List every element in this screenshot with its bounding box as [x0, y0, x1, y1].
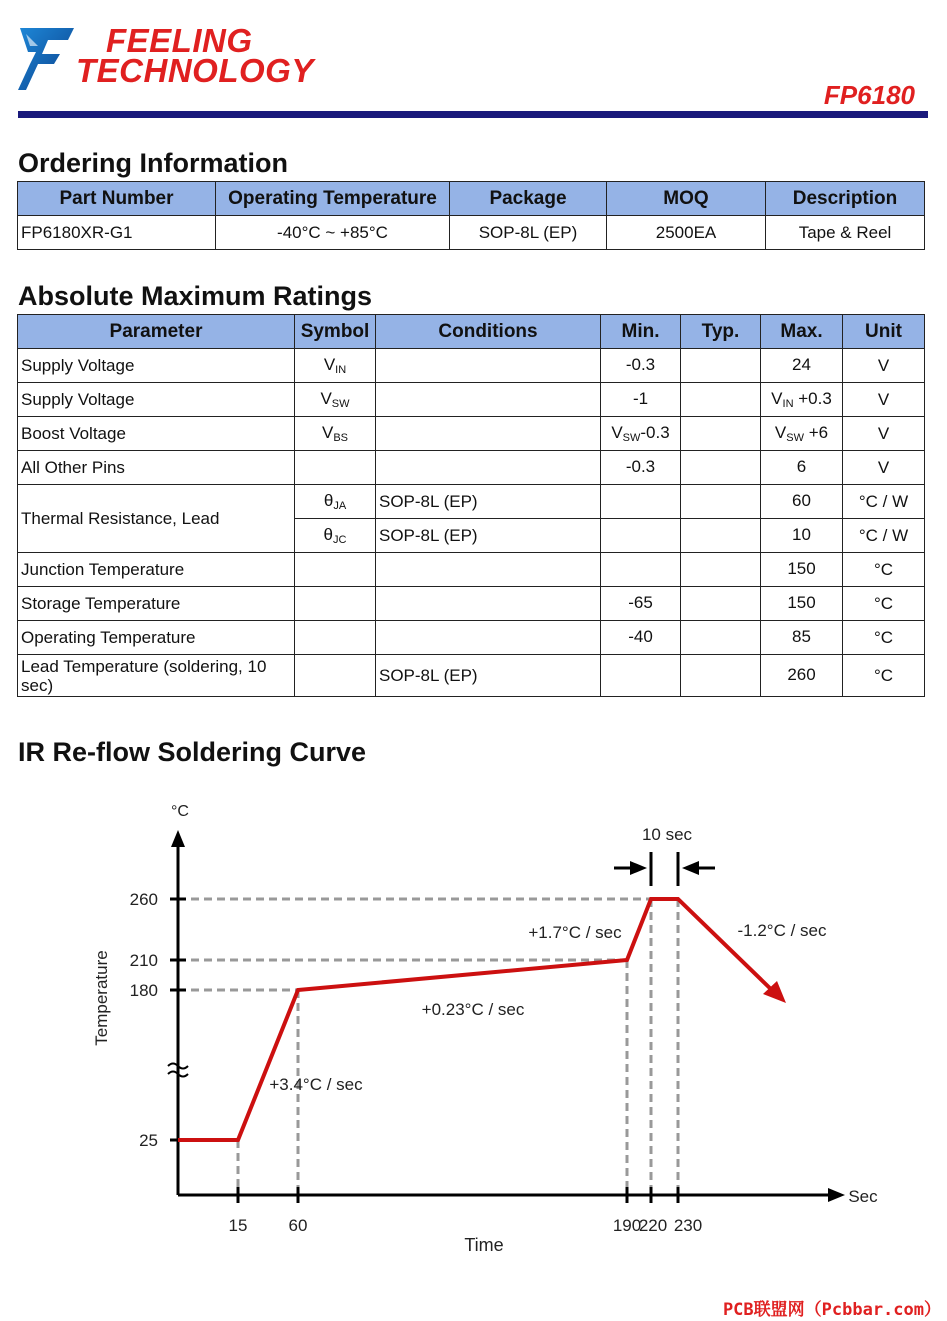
conditions-cell-text: SOP-8L (EP) [379, 525, 478, 545]
min-cell [601, 519, 681, 553]
curve-title: IR Re-flow Soldering Curve [18, 737, 367, 767]
table-row [18, 383, 925, 417]
symbol-cell-subscript: BS [333, 432, 349, 444]
conditions-cell [376, 519, 601, 553]
symbol-cell-subscript: JA [333, 500, 347, 512]
conditions-cell [376, 451, 601, 485]
ordering-header: Part Number [18, 182, 216, 216]
conditions-cell [376, 621, 601, 655]
symbol-cell [295, 621, 376, 655]
x-tick-label: 60 [288, 1216, 308, 1235]
typ-cell [681, 553, 761, 587]
max-cell [761, 587, 843, 621]
param-cell [18, 621, 295, 655]
param-cell-text: Supply Voltage [21, 389, 135, 409]
symbol-cell [295, 383, 376, 417]
ratings-header: Max. [761, 315, 843, 349]
min-cell [601, 417, 681, 451]
reflow-profile-line [178, 899, 778, 1140]
min-cell [601, 655, 681, 697]
reflow-chart [0, 790, 947, 1310]
typ-cell [681, 519, 761, 553]
conditions-cell [376, 383, 601, 417]
param-cell [18, 553, 295, 587]
param-cell-text: Supply Voltage [21, 355, 135, 375]
ordering-header: Description [766, 182, 925, 216]
unit-cell-text: V [877, 457, 890, 477]
max-cell [761, 655, 843, 697]
unit-cell-text: V [877, 389, 890, 409]
symbol-cell-text: V [321, 423, 334, 442]
param-cell-text: Boost Voltage [21, 423, 126, 443]
max-cell-text: 150 [787, 559, 816, 578]
max-cell [761, 451, 843, 485]
symbol-cell-text: V [320, 389, 332, 408]
symbol-cell-text: V [323, 355, 336, 374]
table-row [18, 485, 925, 519]
ordering-cell: SOP-8L (EP) [450, 216, 607, 250]
symbol-cell [295, 655, 376, 697]
conditions-cell [376, 553, 601, 587]
max-cell-suffix: +6 [803, 423, 829, 442]
param-cell [18, 349, 295, 383]
typ-cell [681, 621, 761, 655]
unit-cell-text: °C [873, 593, 894, 613]
min-cell-text: -65 [628, 593, 653, 612]
max-cell-text: 85 [792, 627, 811, 646]
min-cell-text: V [611, 423, 623, 442]
param-cell [18, 485, 295, 553]
min-cell [601, 349, 681, 383]
ordering-header-row [18, 182, 925, 216]
unit-cell [843, 485, 925, 519]
param-cell [18, 383, 295, 417]
ratings-body [18, 349, 925, 697]
ratings-title: Absolute Maximum Ratings [18, 281, 373, 311]
peak-duration-label: 10 sec [641, 825, 693, 844]
max-cell-text: V [771, 389, 783, 408]
max-cell [761, 621, 843, 655]
unit-cell-text: V [877, 355, 890, 375]
max-cell [761, 553, 843, 587]
symbol-cell-text: θ [323, 525, 333, 544]
param-cell-text: Thermal Resistance, Lead [21, 508, 220, 528]
ordering-title: Ordering Information [18, 148, 288, 178]
x-unit-label: Sec [848, 1187, 878, 1206]
table-row [18, 587, 925, 621]
ratings-header: Unit [843, 315, 925, 349]
table-row [18, 451, 925, 485]
ratings-header: Typ. [681, 315, 761, 349]
symbol-cell-subscript: JC [333, 534, 347, 546]
param-cell-text: Junction Temperature [21, 559, 185, 579]
symbol-cell [295, 553, 376, 587]
table-row [18, 621, 925, 655]
conditions-cell-text: SOP-8L (EP) [379, 665, 478, 685]
ratings-header-row [18, 315, 925, 349]
company-name-line1: FEELING [106, 22, 253, 59]
header-divider [18, 111, 928, 118]
min-cell [601, 451, 681, 485]
unit-cell [843, 553, 925, 587]
slope-annotation: +0.23°C / sec [421, 1000, 525, 1019]
watermark: PCB联盟网（Pcbbar.com） [722, 1300, 941, 1320]
arrow-left-icon [682, 861, 699, 875]
y-axis-title: Temperature [92, 950, 111, 1046]
arrow-right-icon [630, 861, 647, 875]
conditions-cell [376, 349, 601, 383]
min-cell-text: -40 [628, 627, 653, 646]
symbol-cell [295, 451, 376, 485]
min-cell-subscript: SW [622, 432, 641, 444]
param-cell [18, 587, 295, 621]
typ-cell [681, 485, 761, 519]
conditions-cell [376, 655, 601, 697]
unit-cell-text: °C [873, 627, 894, 647]
ordering-header: Operating Temperature [216, 182, 450, 216]
symbol-cell [295, 587, 376, 621]
conditions-cell [376, 587, 601, 621]
typ-cell [681, 349, 761, 383]
param-cell [18, 417, 295, 451]
max-cell-text: 150 [787, 593, 816, 612]
max-cell [761, 519, 843, 553]
ratings-header: Min. [601, 315, 681, 349]
max-cell-text: 10 [792, 525, 811, 544]
min-cell-text: -1 [632, 389, 649, 408]
param-cell-text: Storage Temperature [21, 593, 181, 613]
ordering-cell: FP6180XR-G1 [18, 216, 216, 250]
x-tick-label: 220 [638, 1216, 668, 1235]
ordering-header: MOQ [607, 182, 766, 216]
ordering-cell: -40°C ~ +85°C [216, 216, 450, 250]
param-cell [18, 451, 295, 485]
y-unit-label: °C [171, 803, 189, 820]
max-cell [761, 417, 843, 451]
symbol-cell-text: θ [323, 491, 334, 510]
min-cell-text: -0.3 [625, 457, 656, 476]
min-cell [601, 485, 681, 519]
symbol-cell-subscript: SW [331, 398, 350, 410]
conditions-cell-text: SOP-8L (EP) [379, 491, 478, 511]
table-row [18, 655, 925, 697]
ratings-table [17, 314, 925, 697]
min-cell [601, 587, 681, 621]
slope-annotation: +3.4°C / sec [269, 1075, 363, 1094]
unit-cell-text: °C [873, 559, 894, 579]
min-cell [601, 553, 681, 587]
table-row [18, 553, 925, 587]
table-row [18, 349, 925, 383]
unit-cell [843, 519, 925, 553]
max-cell-text: 60 [792, 491, 811, 510]
unit-cell [843, 655, 925, 697]
max-cell-text: 260 [787, 665, 816, 684]
param-cell [18, 655, 295, 697]
max-cell-subscript: SW [786, 432, 804, 444]
conditions-cell [376, 485, 601, 519]
ratings-header: Symbol [295, 315, 376, 349]
table-row [18, 417, 925, 451]
ratings-header: Conditions [376, 315, 601, 349]
y-tick-label: 25 [139, 1131, 158, 1150]
symbol-cell [295, 485, 376, 519]
company-logo [16, 22, 326, 102]
max-cell [761, 485, 843, 519]
ordering-cell: Tape & Reel [766, 216, 925, 250]
x-axis-arrow-icon [828, 1188, 845, 1202]
max-cell-subscript: IN [782, 398, 794, 410]
unit-cell [843, 349, 925, 383]
typ-cell [681, 417, 761, 451]
slope-annotation: +1.7°C / sec [528, 923, 622, 942]
param-cell-text: Operating Temperature [21, 627, 196, 647]
min-cell-suffix: -0.3 [640, 423, 670, 442]
ordering-cell: 2500EA [607, 216, 766, 250]
max-cell [761, 349, 843, 383]
max-cell-text: 24 [792, 355, 811, 374]
param-cell-text: All Other Pins [21, 457, 125, 477]
x-tick-label: 190 [612, 1216, 642, 1235]
typ-cell [681, 383, 761, 417]
ordering-table [17, 181, 925, 250]
table-row [18, 216, 925, 250]
typ-cell [681, 451, 761, 485]
part-number-title: FP6180 [823, 80, 915, 110]
max-cell-text: 6 [796, 457, 807, 476]
x-axis-title: Time [464, 1235, 504, 1255]
unit-cell-text: °C / W [858, 525, 909, 545]
min-cell [601, 621, 681, 655]
unit-cell [843, 417, 925, 451]
x-tick-label: 15 [228, 1216, 248, 1235]
company-name-line2: TECHNOLOGY [76, 52, 314, 89]
symbol-cell [295, 519, 376, 553]
y-tick-label: 260 [129, 890, 158, 909]
max-cell [761, 383, 843, 417]
typ-cell [681, 655, 761, 697]
unit-cell [843, 451, 925, 485]
typ-cell [681, 587, 761, 621]
unit-cell [843, 621, 925, 655]
symbol-cell [295, 417, 376, 451]
min-cell [601, 383, 681, 417]
unit-cell-text: V [877, 423, 890, 443]
max-cell-suffix: +0.3 [793, 389, 832, 408]
y-tick-label: 210 [129, 951, 158, 970]
y-axis-arrow-icon [171, 830, 185, 847]
symbol-cell [295, 349, 376, 383]
param-cell-text: Lead Temperature (soldering, 10 sec) [21, 656, 267, 695]
slope-annotation: -1.2°C / sec [737, 921, 827, 940]
y-tick-label: 180 [129, 981, 158, 1000]
unit-cell [843, 383, 925, 417]
unit-cell [843, 587, 925, 621]
unit-cell-text: °C [873, 665, 894, 685]
symbol-cell-subscript: IN [335, 364, 347, 376]
x-tick-label: 230 [673, 1216, 703, 1235]
min-cell-text: -0.3 [625, 355, 656, 374]
unit-cell-text: °C / W [858, 491, 909, 511]
conditions-cell [376, 417, 601, 451]
ratings-header: Parameter [18, 315, 295, 349]
max-cell-text: V [774, 423, 787, 442]
ordering-header: Package [450, 182, 607, 216]
